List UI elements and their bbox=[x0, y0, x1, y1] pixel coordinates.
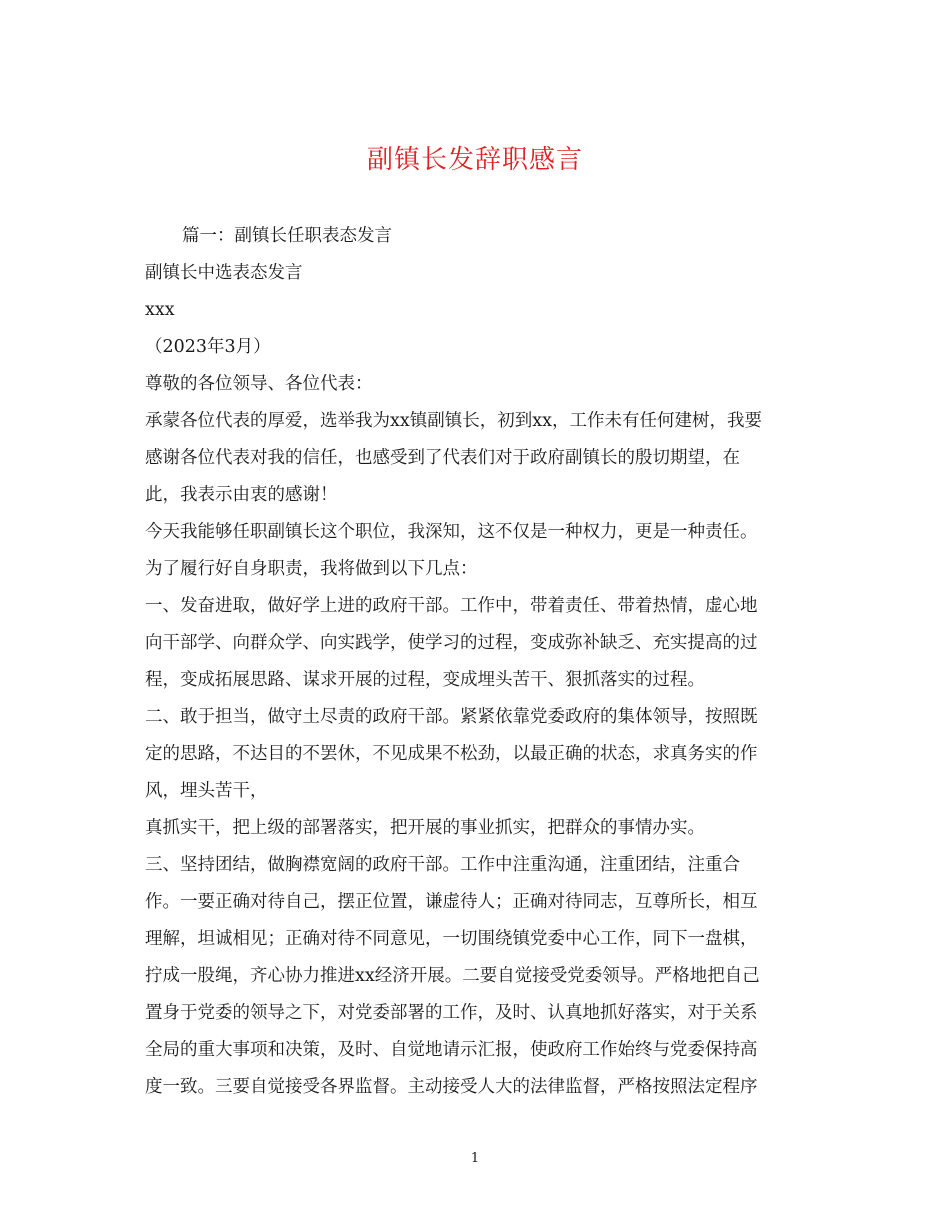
body-line: 理解，坦诚相见；正确对待不同意见，一切围绕镇党委中心工作，同下一盘棋， bbox=[145, 929, 758, 949]
body-line: xxx bbox=[145, 300, 175, 320]
body-line: 作。一要正确对待自己，摆正位置，谦虚待人；正确对待同志，互尊所长，相互 bbox=[145, 892, 758, 912]
body-line: 为了履行好自身职责，我将做到以下几点： bbox=[145, 559, 478, 579]
body-line: 三、坚持团结，做胸襟宽阔的政府干部。工作中注重沟通，注重团结，注重合 bbox=[145, 855, 740, 875]
body-line: 今天我能够任职副镇长这个职位，我深知，这不仅是一种权力，更是一种责任。 bbox=[145, 522, 758, 542]
body-line: 尊敬的各位领导、各位代表： bbox=[145, 374, 373, 394]
body-line: 一、发奋进取，做好学上进的政府干部。工作中，带着责任、带着热情，虚心地 bbox=[145, 596, 758, 616]
document-title: 副镇长发辞职感言 bbox=[366, 145, 583, 175]
body-line: 向干部学、向群众学、向实践学，使学习的过程，变成弥补缺乏、充实提高的过 bbox=[145, 633, 758, 653]
body-line: 定的思路，不达目的不罢休，不见成果不松劲，以最正确的状态，求真务实的作 bbox=[145, 744, 758, 764]
body-line: 全局的重大事项和决策，及时、自觉地请示汇报，使政府工作始终与党委保持高 bbox=[145, 1040, 758, 1060]
body-line: （2023年3月） bbox=[145, 337, 271, 357]
body-line: 风，埋头苦干， bbox=[145, 781, 268, 801]
body-line: 承蒙各位代表的厚爱，选举我为xx镇副镇长，初到xx，工作未有任何建树，我要 bbox=[145, 411, 762, 431]
body-line: 感谢各位代表对我的信任，也感受到了代表们对于政府副镇长的殷切期望，在 bbox=[145, 448, 740, 468]
body-line: 拧成一股绳，齐心协力推进xx经济开展。二要自觉接受党委领导。严格地把自己 bbox=[145, 966, 760, 986]
body-line: 度一致。三要自觉接受各界监督。主动接受人大的法律监督，严格按照法定程序 bbox=[145, 1077, 758, 1097]
body-line: 程，变成拓展思路、谋求开展的过程，变成埋头苦干、狠抓落实的过程。 bbox=[145, 670, 705, 690]
body-line: 副镇长中选表态发言 bbox=[145, 263, 303, 283]
body-line: 二、敢于担当，做守土尽责的政府干部。紧紧依靠党委政府的集体领导，按照既 bbox=[145, 707, 758, 727]
page-number: 1 bbox=[470, 1151, 480, 1166]
body-line: 置身于党委的领导之下，对党委部署的工作，及时、认真地抓好落实，对于关系 bbox=[145, 1003, 758, 1023]
body-line: 此，我表示由衷的感谢！ bbox=[145, 485, 338, 505]
body-line: 篇一：副镇长任职表态发言 bbox=[182, 226, 392, 246]
document-body bbox=[145, 218, 825, 1106]
body-line: 真抓实干，把上级的部署落实，把开展的事业抓实，把群众的事情办实。 bbox=[145, 818, 705, 838]
